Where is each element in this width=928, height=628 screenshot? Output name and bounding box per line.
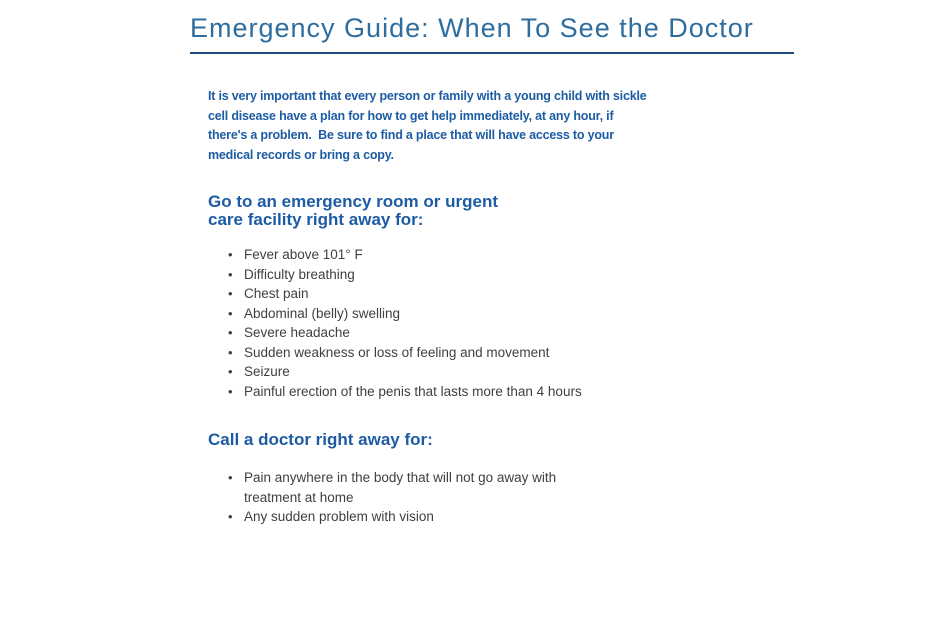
list-item: • Difficulty breathing [208,265,928,285]
intro-paragraph: It is very important that every person or family with a young child with sickle cell disease have a plan for how to get help immediately, at any hour, if there's a problem. Be sure to find a place that will have access to your medical records or bring a copy. [208,89,650,162]
list-item: • Severe headache [208,323,928,343]
list-item: • Sudden weakness or loss of feeling and movement [208,343,928,363]
list-item: • Pain anywhere in the body that will not go away with treatment at home [208,468,558,507]
title-underline-rule [190,52,794,54]
list-item: • Painful erection of the penis that lasts more than 4 hours [208,382,928,402]
call-doctor-symptom-list [208,468,928,527]
section-heading-emergency-room: Go to an emergency room or urgent care facility right away for: [208,192,498,229]
section-heading-call-doctor: Call a doctor right away for: [208,430,433,449]
list-item: • Fever above 101° F [208,245,928,265]
list-item: • Any sudden problem with vision [208,507,558,527]
list-item: • Chest pain [208,284,928,304]
list-item: • Seizure [208,362,928,382]
emergency-room-symptom-list [208,245,928,401]
page-title: Emergency Guide: When To See the Doctor [190,13,754,43]
list-item: • Abdominal (belly) swelling [208,304,928,324]
